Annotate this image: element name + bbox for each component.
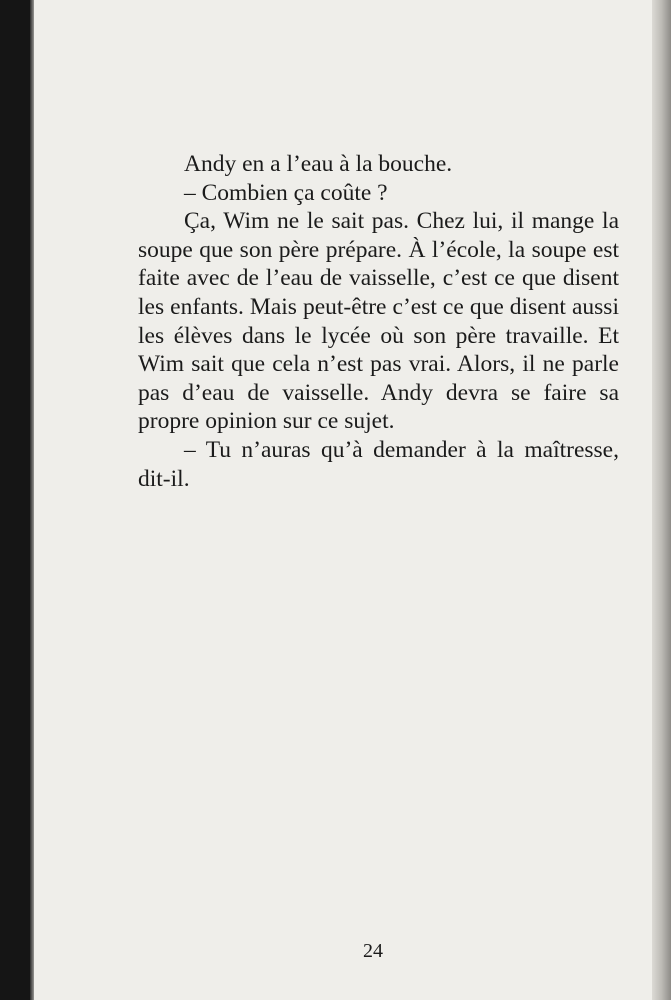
paragraph-4: – Tu n’auras qu’à demander à la maîtresse, dit-il. bbox=[138, 436, 619, 492]
body-text bbox=[138, 150, 619, 493]
paragraph-3: Ça, Wim ne le sait pas. Chez lui, il mange la soupe que son père prépare. À l’école, la soupe est faite avec de l’eau de vaisselle, c’est ce que disent les enfants. Mais peut-être c’est ce que disent aussi les élèves dans le lycée où son père travaille. Et Wim sait que cela n’est pas vrai. Alors, il ne parle pas d’eau de vaisselle. Andy devra se faire sa propre opinion sur ce sujet. bbox=[138, 208, 619, 435]
paragraph-1: Andy en a l’eau à la bouche. bbox=[184, 151, 453, 177]
paragraph-2: – Combien ça coûte ? bbox=[184, 179, 388, 206]
page-right-edge-shadow bbox=[652, 0, 671, 1000]
page-number: 24 bbox=[363, 940, 383, 962]
